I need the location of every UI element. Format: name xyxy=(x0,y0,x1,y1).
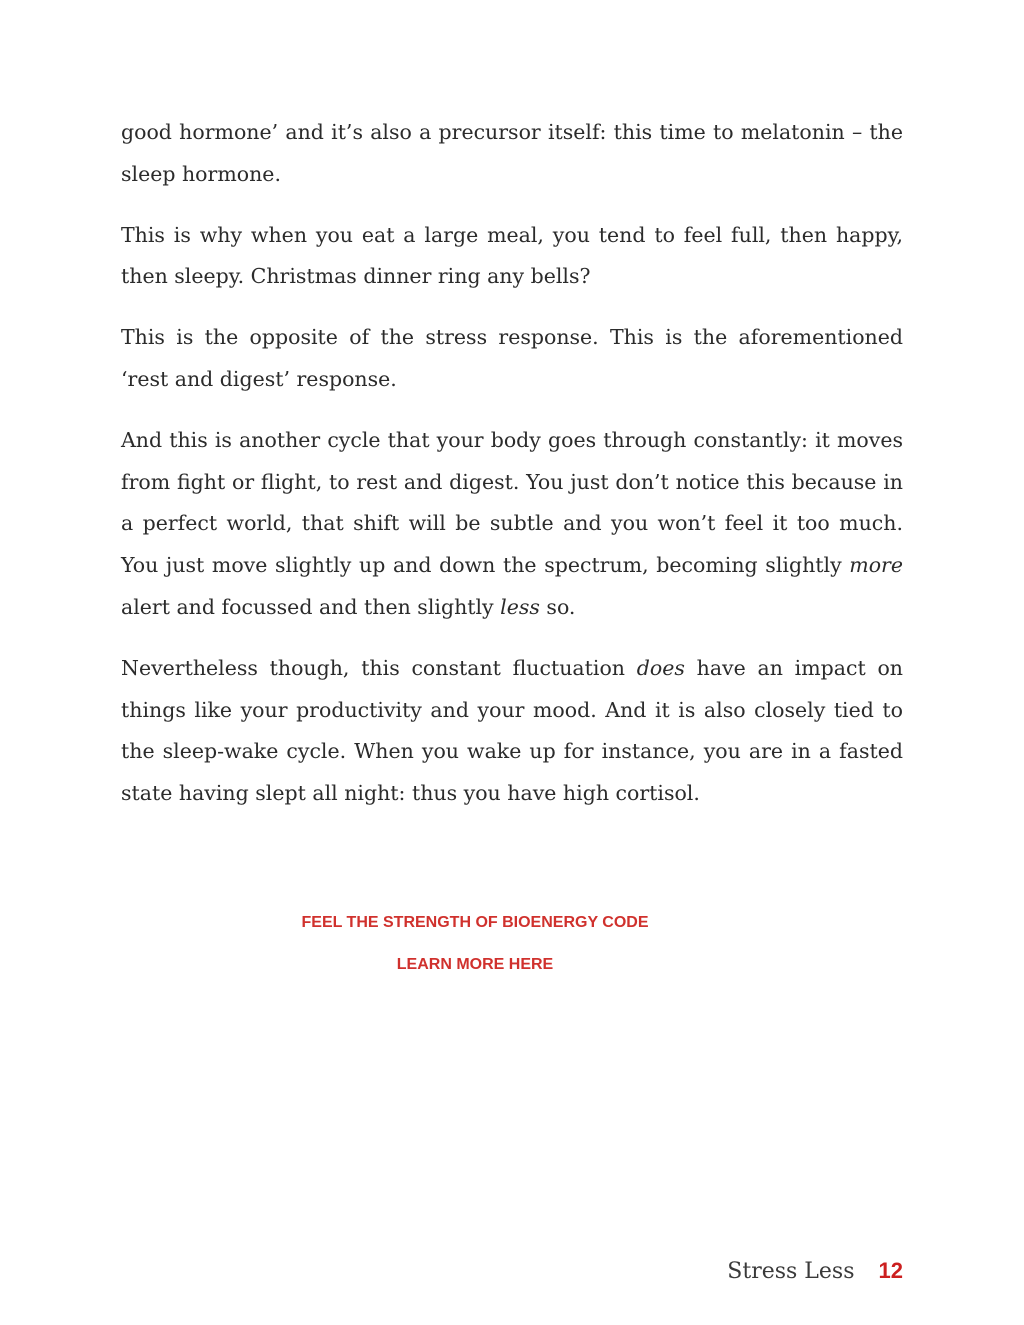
page-footer xyxy=(727,1258,903,1284)
paragraph-2: This is why when you eat a large meal, you tend to feel full, then happy, then sleepy. Christmas dinner ring any bells? xyxy=(121,222,903,289)
cta-link-bioenergy-code[interactable]: FEEL THE STRENGTH OF BIOENERGY CODE xyxy=(301,914,649,931)
paragraph-5 xyxy=(121,648,903,815)
paragraph-4 xyxy=(121,420,903,629)
paragraph-4-text-c: so. xyxy=(539,594,576,619)
body-text xyxy=(121,112,903,834)
paragraph-1: good hormone’ and it’s also a precursor itself: this time to melatonin – the sleep hormone. xyxy=(121,120,903,186)
emphasis-less: less xyxy=(500,594,540,619)
paragraph-5-text-b: have an impact on things like your productivity and your mood. And it is also closely tied to the sleep-wake cycle. When you wake up for instance, you are in a fasted state having slept all night: thus you have high cortisol. xyxy=(121,655,904,806)
emphasis-more: more xyxy=(849,553,903,578)
paragraph-5-text-a: Nevertheless though, this constant fluctuation xyxy=(121,655,637,680)
paragraph-4-text-b: alert and focussed and then slightly xyxy=(121,594,501,619)
paragraph-4-text-a: And this is another cycle that your body goes through constantly: it moves from fight or flight, to rest and digest. You just don’t notice this because in a perfect world, that shift will be subtle and you won’t feel it too much. You just move slightly up and down the spectrum, becoming slightly xyxy=(121,427,903,578)
emphasis-does: does xyxy=(636,655,685,680)
footer-book-title: Stress Less xyxy=(727,1259,855,1284)
page-number: 12 xyxy=(878,1258,903,1283)
paragraph-3: This is the opposite of the stress response. This is the aforementioned ‘rest and digest’ response. xyxy=(121,325,903,391)
cta-link-learn-more[interactable]: LEARN MORE HERE xyxy=(396,956,554,973)
